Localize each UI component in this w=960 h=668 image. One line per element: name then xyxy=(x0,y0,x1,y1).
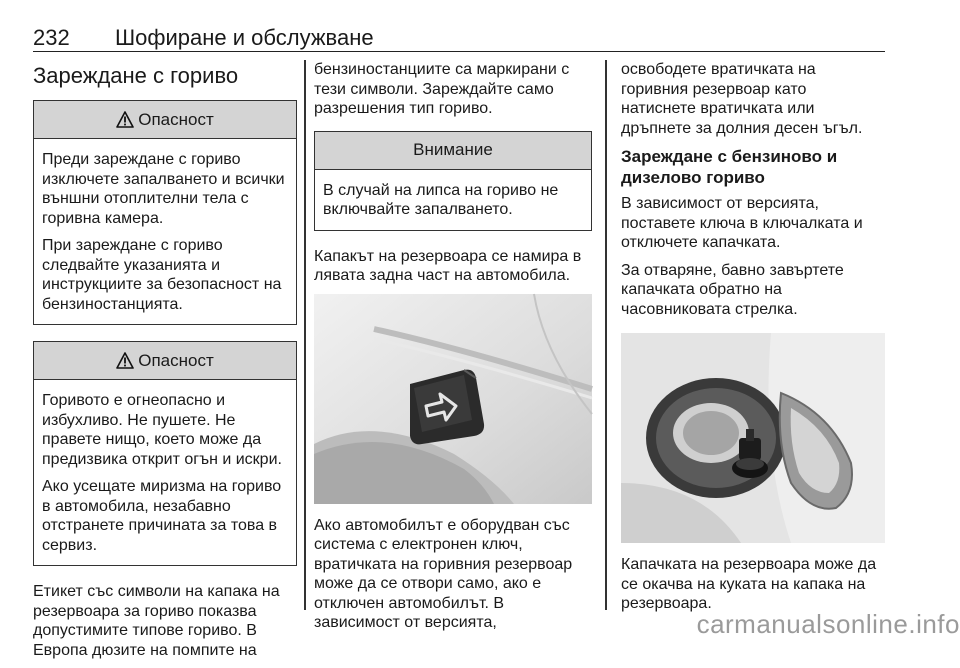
fuel-cap-photo xyxy=(621,333,885,543)
subsection-title: Зареждане с бензиново и дизелово гориво xyxy=(621,147,838,187)
notice-box xyxy=(314,131,592,231)
column-divider-2 xyxy=(605,60,607,610)
fuel-label-paragraph: Етикет със символи на капака на резервоара за гориво показва допустимите типове гориво. В Европа дюзите на помпите на xyxy=(33,583,280,659)
warning-triangle-icon xyxy=(116,111,134,128)
page-number: 232 xyxy=(33,25,70,50)
danger-box-1-header xyxy=(34,101,296,139)
danger-box-2-text-1: Горивото е огнеопасно и избухливо. Не пушете. Не правете нищо, което може да предизвика открит огън и искри. xyxy=(42,392,282,468)
danger-box-2-text-2: Ако усещате миризма на гориво в автомобила, незабавно отстранете причината за това в сервиз. xyxy=(42,478,282,554)
column-divider-1 xyxy=(304,60,306,610)
danger-box-2 xyxy=(33,341,297,566)
door-release-paragraph: освободете вратичката на горивния резервоар като натиснете вратичката или дръпнете за долния десен ъгъл. xyxy=(621,61,863,137)
danger-box-2-title: Опасност xyxy=(138,350,214,370)
danger-box-1-title: Опасност xyxy=(138,109,214,129)
fuel-symbols-paragraph: бензиностанциите са маркирани с тези символи. Зареждайте само разрешения тип гориво. xyxy=(314,61,570,117)
open-cap-paragraph: За отваряне, бавно завъртете капачката обратно на часовниковата стрелка. xyxy=(621,261,844,318)
notice-box-header xyxy=(315,132,591,170)
electronic-key-paragraph: Ако автомобилът е оборудван със система с електронен ключ, вратичката на горивния резервоар може да се отвори само, ако е отключен автомобилът. В зависимост от версията, xyxy=(314,516,573,631)
danger-box-1 xyxy=(33,100,297,325)
warning-triangle-icon xyxy=(116,352,134,369)
running-title: Шофиране и обслужване xyxy=(115,25,374,50)
notice-box-text: В случай на липса на гориво не включвайте запалването. xyxy=(323,181,559,218)
column-1 xyxy=(33,60,297,668)
section-title: Зареждане с гориво xyxy=(33,63,239,88)
column-2 xyxy=(314,60,592,641)
danger-box-1-text-2: При зареждане с гориво следвайте указанията и инструкциите за безопасност на бензиностанцията. xyxy=(42,237,282,313)
notice-box-title: Внимание xyxy=(413,140,493,159)
danger-box-1-text-1: Преди зареждане с гориво изключете запалването и всички външни отоплителни тела с горивна камера. xyxy=(42,151,285,227)
page-header xyxy=(33,26,885,52)
watermark: carmanualsonline.info xyxy=(696,609,960,639)
cap-hook-paragraph: Капачката на резервоара може да се окачва на куката на капака на резервоара. xyxy=(621,556,877,612)
column-3 xyxy=(621,60,885,622)
fuel-door-location-paragraph: Капакът на резервоара се намира в лявата задна част на автомобила. xyxy=(314,247,582,284)
danger-box-2-header xyxy=(34,342,296,380)
fuel-door-photo xyxy=(314,294,592,504)
unlock-cap-paragraph: В зависимост от версията, поставете ключа в ключалката и отключете капачката. xyxy=(621,195,863,251)
